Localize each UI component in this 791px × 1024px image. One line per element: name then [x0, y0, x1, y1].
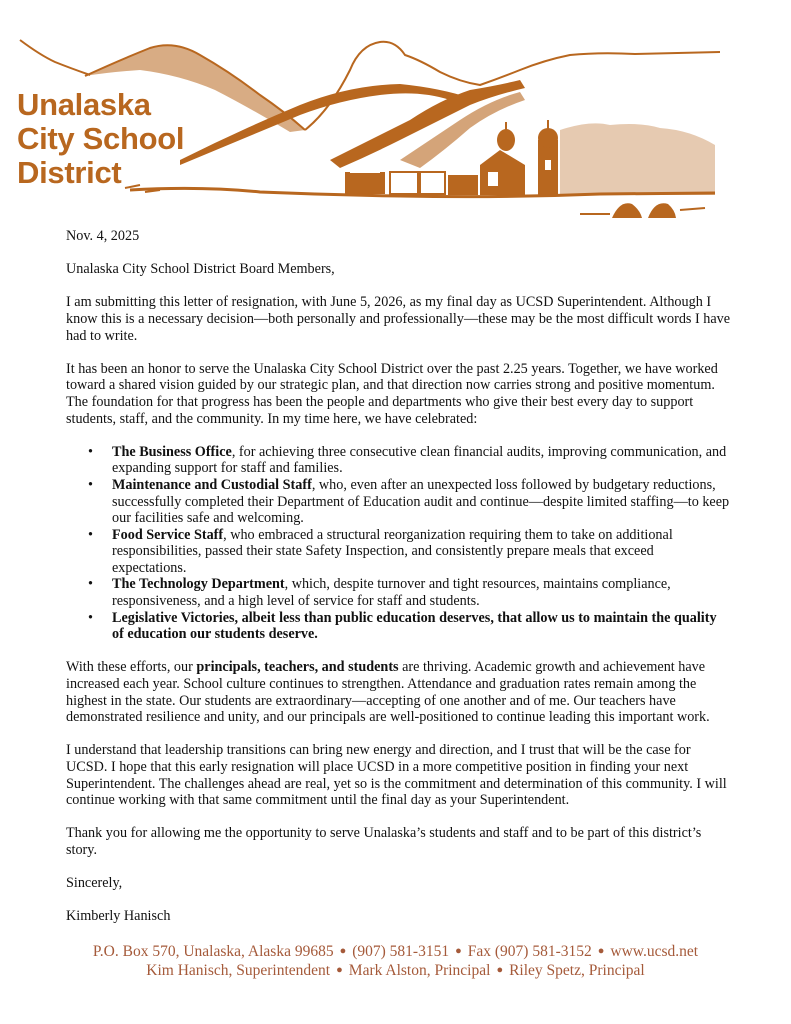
list-item: [66, 527, 731, 577]
list-item: [66, 477, 731, 527]
paragraph-resignation: I am submitting this letter of resignation, with June 5, 2026, as my final day as UCSD Superintendent. Although I know this is a necessary decision—both personally and professionally—these may be the most difficult words I have had to write.: [66, 294, 731, 344]
footer-staff-line: [0, 961, 791, 980]
letterhead: [0, 0, 791, 225]
letter-closing: Sincerely,: [66, 875, 123, 892]
list-item-text: , who embraced a structural reorganization requiring them to take on additional responsibilities, passed their state Safety Inspection, and consistently prepare meals that exceed expectations.: [112, 526, 673, 576]
text-run: are thriving. Academic growth and achievement have increased each year. School culture continues to strengthen. Attendance and graduation rates remain among the highest in the state. Our students are extraordinary—accepting of one another and of me. Our teachers have demonstrated resilience and unity, and our principals are well-positioned to continue leading this important work.: [66, 659, 710, 726]
list-item-text: , which, despite turnover and tight resources, maintains compliance, responsiveness, and a high level of service for staff and students.: [112, 576, 671, 610]
letter-date: Nov. 4, 2025: [66, 228, 140, 244]
bullet-icon: •: [88, 476, 93, 493]
footer-phone: (907) 581-3151: [352, 943, 450, 960]
footer-superintendent: Kim Hanisch, Superintendent: [146, 962, 331, 979]
separator-dot-icon: ●: [336, 964, 343, 976]
paragraph-efforts: [66, 659, 731, 725]
list-item: [66, 576, 731, 609]
bullet-icon: •: [88, 576, 93, 593]
logo-line-3: District: [17, 155, 122, 190]
celebrations-list: [66, 444, 731, 643]
logo-line-2: City School: [17, 121, 185, 156]
footer-website: www.ucsd.net: [610, 943, 699, 960]
separator-dot-icon: ●: [339, 945, 347, 957]
paragraph-thanks: Thank you for allowing me the opportunity to serve Unalaska’s students and staff and to be part of this district’s story.: [66, 825, 702, 858]
separator-dot-icon: ●: [597, 945, 605, 957]
footer-principal-2: Riley Spetz, Principal: [509, 962, 645, 979]
footer-fax: Fax (907) 581-3152: [467, 943, 592, 960]
bullet-icon: •: [88, 526, 93, 543]
bullet-icon: •: [88, 443, 93, 460]
list-item: [66, 444, 731, 477]
footer-address: P.O. Box 570, Unalaska, Alaska 99685: [92, 943, 334, 960]
list-item-title: The Technology Department: [112, 576, 285, 593]
list-item-text: , for achieving three consecutive clean financial audits, improving communication, and expanding support for staff and families.: [112, 443, 727, 477]
list-item: [66, 610, 731, 643]
letter-signature: Kimberly Hanisch: [66, 908, 171, 925]
list-item-title: Food Service Staff: [112, 526, 224, 543]
list-item-title: The Business Office: [112, 443, 232, 460]
letter-body: [66, 228, 731, 942]
bullet-icon: •: [88, 609, 93, 626]
logo-line-1: Unalaska: [17, 87, 151, 122]
list-item-text: , who, even after an unexpected loss followed by budgetary reductions, successfully completed their Department of Education audit and continue—despite limited staffing—to keep our facilities safe and welcoming.: [112, 476, 730, 527]
separator-dot-icon: ●: [496, 964, 504, 976]
text-run: With these efforts, our: [66, 659, 197, 676]
footer-contact-line: [0, 942, 791, 961]
footer-principal-1: Mark Alston, Principal: [348, 962, 491, 979]
letter-salutation: Unalaska City School District Board Members,: [66, 261, 335, 278]
footer: [0, 942, 791, 980]
list-item-title: Maintenance and Custodial Staff: [112, 476, 312, 493]
separator-dot-icon: ●: [455, 945, 462, 957]
district-logo: [17, 88, 184, 190]
paragraph-transition: I understand that leadership transitions can bring new energy and direction, and I trust that will be the case for UCSD. I hope that this early resignation will place UCSD in a more competitive position in finding your next Superintendent. The challenges ahead are real, yet so is the commitment and determination of this community. I will continue working with that same commitment until the final day as your Superintendent.: [66, 742, 727, 809]
paragraph-honor: It has been an honor to serve the Unalaska City School District over the past 2.25 years. Together, we have worked toward a shared vision guided by our strategic plan, and that direction now carries strong and positive momentum. The foundation for that progress has been the people and departments who give their best every day to support students, staff, and the community. In my time here, we have celebrated:: [66, 360, 718, 427]
list-item-title: Legislative Victories, albeit less than public education deserves, that allow us to maintain the quality of education our students deserve.: [112, 609, 717, 643]
bold-run: principals, teachers, and students: [196, 659, 399, 676]
